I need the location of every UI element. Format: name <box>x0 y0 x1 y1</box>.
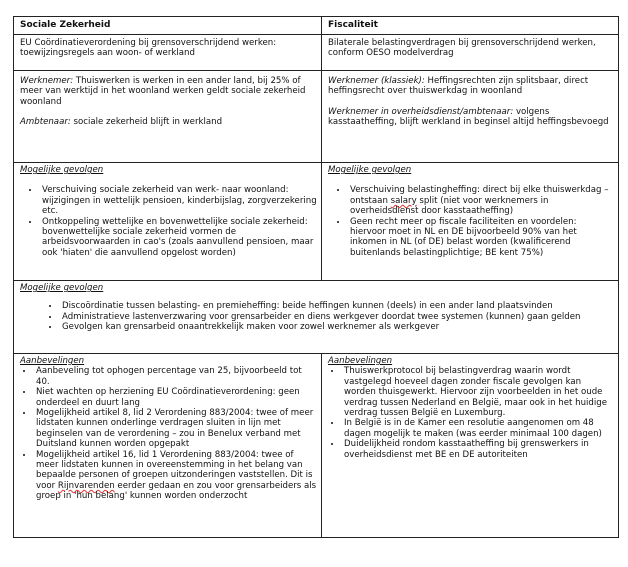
classic-worker-label: Werknemer (klassiek): <box>328 76 425 86</box>
consequences-right-list <box>328 185 614 258</box>
list-item <box>34 450 317 502</box>
consequences-taxation <box>322 163 619 281</box>
rules-taxation <box>322 71 619 163</box>
regulation-taxation <box>322 35 619 71</box>
list-item: • Thuiswerkprotocol bij belastingverdrag waarin wordt vastgelegd hoeveel dagen zonder fiscale gevolgen kan worden thuisgewerkt. Hiervoor zijn voorbeelden in het oude verdrag tussen Nederland en België, maar ook in het huidige verdrag tussen België en Luxemburg. <box>342 366 614 418</box>
list-item: • Aanbeveling tot ophogen percentage van 25, bijvoorbeeld tot 40. <box>34 366 317 387</box>
list-item: • In België is in de Kamer een resolutie aangenomen om 48 dagen mogelijk te maken (was eerder minimaal 100 dagen) <box>342 418 614 439</box>
worker-label: Werknemer: <box>20 76 74 86</box>
recommendations-left-list <box>20 366 317 501</box>
header-taxation: Fiscaliteit <box>322 17 619 35</box>
regulation-left-text: EU Coördinatieverordening bij grensoverschrijdend werken: toewijzingsregels aan woon- of werkland <box>20 38 277 59</box>
spellcheck-word: Rijnvarenden <box>57 480 115 491</box>
public-worker-label: Werknemer in overheidsdienst/ambtenaar: <box>328 106 514 117</box>
regulation-right-text: Bilaterale belastingverdragen bij grensoverschrijdend werken, conform OESO modelverdrag <box>328 38 596 59</box>
consequences-left-list <box>20 185 317 258</box>
list-item: • Niet wachten op herziening EU Coördinatieverordening: geen onderdeel en duurt lang <box>34 387 317 408</box>
list-item: • Mogelijkheid artikel 8, lid 2 Verordening 883/2004: twee of meer lidstaten kunnen onderlinge verdragen sluiten in lijn met beginselen van de verordening – zou in Benelux verband met Duitsland kunnen worden opgepakt <box>34 408 317 450</box>
public-worker-rule <box>328 107 614 128</box>
header-social-security: Sociale Zekerheid <box>14 17 322 35</box>
list-item <box>348 185 614 216</box>
list-item: • Discoördinatie tussen belasting- en premieheffing: beide heffingen kunnen (deels) in een ander land plaatsvinden <box>60 301 614 311</box>
comparison-table <box>13 16 619 538</box>
civil-servant-label: Ambtenaar: <box>20 117 71 128</box>
recommendations-right-heading: Aanbevelingen <box>328 356 393 366</box>
recommendations-row <box>14 354 619 538</box>
shared-consequences-list <box>20 301 614 332</box>
list-item-text: eerder gedaan en zou voor grensarbeiders als groep in 'hun belang' kunnen worden onderzocht <box>36 480 317 502</box>
civil-servant-rule <box>20 117 317 127</box>
worker-rule <box>20 76 317 107</box>
list-item: • Duidelijkheid rondom kasstaatheffing bij grenswerkers in overheidsdienst met BE en DE autoriteiten <box>342 439 614 460</box>
header-row <box>14 17 619 35</box>
regulation-row <box>14 35 619 71</box>
consequences-social-security <box>14 163 322 281</box>
recommendations-right-list <box>328 366 614 460</box>
shared-consequences-row <box>14 281 619 354</box>
rules-social-security <box>14 71 322 163</box>
list-item-text: split (niet voor werknemers in overheidsdienst door kasstaatheffing) <box>350 195 549 217</box>
list-item: • Gevolgen kan grensarbeid onaantrekkelijk maken voor zowel werknemer als werkgever <box>60 322 614 332</box>
classic-worker-text: Heffingsrechten zijn splitsbaar, direct heffingsrecht over thuiswerkdag in woonland <box>328 76 589 97</box>
classic-worker-rule <box>328 76 614 97</box>
consequences-left-heading: Mogelijke gevolgen <box>20 165 104 175</box>
recommendations-left-heading: Aanbevelingen <box>20 356 85 366</box>
list-item-text: Mogelijkheid artikel 16, lid 1 Verordening 883/2004: twee of meer lidstaten kunnen in overeenstemming in het belang van bepaalde personen of groepen uitzonderingen vaststellen. Dit is voor <box>36 449 313 491</box>
shared-consequences-heading: Mogelijke gevolgen <box>20 283 104 293</box>
spellcheck-word: salary <box>390 195 417 206</box>
worker-text: Thuiswerken is werken in een ander land, bij 25% of meer van werktijd in het woonland werken geldt sociale zekerheid woonland <box>20 76 306 107</box>
list-item: • Verschuiving sociale zekerheid van werk- naar woonland: wijzigingen in wettelijk pensioen, kinderbijslag, zorgverzekering etc. <box>40 185 317 216</box>
rules-row <box>14 71 619 163</box>
civil-servant-text: sociale zekerheid blijft in werkland <box>70 117 223 128</box>
public-worker-text: volgens kasstaatheffing, blijft werkland in beginsel altijd heffingsbevoegd <box>328 106 609 128</box>
list-item-text: Verschuiving belastingheffing: direct bij elke thuiswerkdag – ontstaan <box>350 185 609 206</box>
list-item: • Ontkoppeling wettelijke en bovenwettelijke sociale zekerheid: bovenwettelijke sociale zekerheid vormen de arbeidsvoorwaarden in cao's (zoals aanvullend pensioen, maar ook 'hiaten' die aanvullend opgelost worden) <box>40 217 317 259</box>
consequences-right-heading: Mogelijke gevolgen <box>328 165 412 175</box>
list-item: • Administratieve lastenverzwaring voor grensarbeider en diens werkgever doordat twee systemen (kunnen) gaan gelden <box>60 312 614 322</box>
recommendations-social-security <box>14 354 322 538</box>
consequences-row <box>14 163 619 281</box>
recommendations-taxation <box>322 354 619 538</box>
shared-consequences <box>14 281 619 354</box>
regulation-social-security <box>14 35 322 71</box>
list-item: • Geen recht meer op fiscale faciliteiten en voordelen: hiervoor moet in NL en DE bijvoorbeeld 90% van het inkomen in NL (of DE) belast worden (kwalificerend buitenlands belastingplichtige; BE kent 75%) <box>348 217 614 259</box>
